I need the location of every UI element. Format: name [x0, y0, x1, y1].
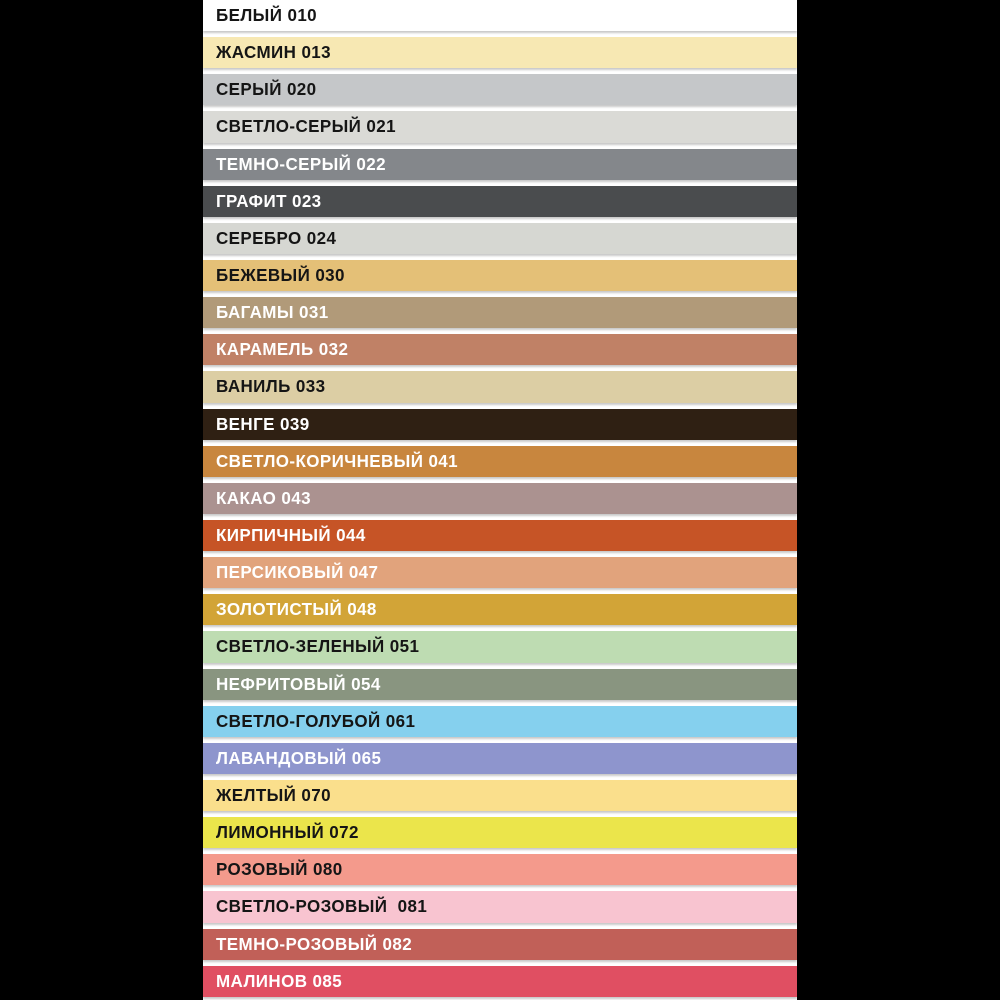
color-swatch-label: СВЕТЛО-ЗЕЛЕНЫЙ 051 [216, 637, 420, 657]
color-swatch-row [203, 780, 797, 811]
color-swatch-row [203, 817, 797, 848]
color-swatch-row [203, 669, 797, 700]
color-swatch-row [203, 0, 797, 31]
color-swatch-row [203, 446, 797, 477]
color-swatch-row [203, 37, 797, 68]
color-swatch-row [203, 483, 797, 514]
color-swatch-label: СВЕТЛО-РОЗОВЫЙ 081 [216, 897, 428, 917]
color-swatch-row [203, 891, 797, 922]
color-swatch-row [203, 297, 797, 328]
color-swatch-label: ЖЕЛТЫЙ 070 [216, 785, 331, 806]
color-swatch-label: БАГАМЫ 031 [216, 302, 329, 323]
color-swatch-label: ЛАВАНДОВЫЙ 065 [216, 748, 382, 769]
color-swatch-row [203, 186, 797, 217]
color-swatch-label: БЕЖЕВЫЙ 030 [216, 265, 345, 286]
color-swatch-row [203, 149, 797, 180]
color-swatch-row [203, 111, 797, 142]
color-swatch-label: СЕРЕБРО 024 [216, 228, 337, 249]
color-swatch-label: ТЕМНО-РОЗОВЫЙ 082 [216, 934, 413, 954]
color-swatch-label: РОЗОВЫЙ 080 [216, 860, 343, 880]
color-swatch-label: БЕЛЫЙ 010 [216, 5, 318, 26]
color-swatch-row [203, 409, 797, 440]
color-swatch-row [203, 854, 797, 885]
color-swatch-label: СВЕТЛО-СЕРЫЙ 021 [216, 117, 396, 137]
color-swatch-label: ГРАФИТ 023 [216, 191, 322, 211]
color-swatch-label: СЕРЫЙ 020 [216, 80, 317, 100]
color-swatch-row [203, 74, 797, 105]
palette-panel [203, 0, 797, 1000]
color-swatch-label: ВАНИЛЬ 033 [216, 377, 326, 397]
color-swatch-row [203, 706, 797, 737]
color-swatch-row [203, 966, 797, 997]
color-swatch-label: ПЕРСИКОВЫЙ 047 [216, 562, 379, 583]
color-swatch-row [203, 929, 797, 960]
color-swatch-row [203, 223, 797, 254]
color-swatch-row [203, 371, 797, 402]
color-swatch-label: НЕФРИТОВЫЙ 054 [216, 674, 381, 694]
color-swatch-label: ЖАСМИН 013 [216, 43, 332, 63]
color-swatch-row [203, 557, 797, 588]
color-swatch-label: КАРАМЕЛЬ 032 [216, 340, 349, 360]
color-swatch-label: МАЛИНОВ 085 [216, 971, 343, 991]
color-swatch-label: СВЕТЛО-ГОЛУБОЙ 061 [216, 711, 416, 731]
color-swatch-row [203, 260, 797, 291]
color-swatch-label: ЛИМОННЫЙ 072 [216, 822, 359, 843]
color-swatch-row [203, 743, 797, 774]
color-swatch-label: КИРПИЧНЫЙ 044 [216, 525, 366, 546]
color-swatch-row [203, 334, 797, 365]
color-swatch-row [203, 631, 797, 662]
color-swatch-label: СВЕТЛО-КОРИЧНЕВЫЙ 041 [216, 451, 459, 471]
color-swatch-label: ТЕМНО-СЕРЫЙ 022 [216, 154, 386, 174]
color-swatch-label: ЗОЛОТИСТЫЙ 048 [216, 600, 377, 620]
color-swatch-label: КАКАО 043 [216, 488, 311, 509]
color-swatch-row [203, 520, 797, 551]
color-swatch-row [203, 594, 797, 625]
color-swatch-label: ВЕНГЕ 039 [216, 414, 310, 434]
